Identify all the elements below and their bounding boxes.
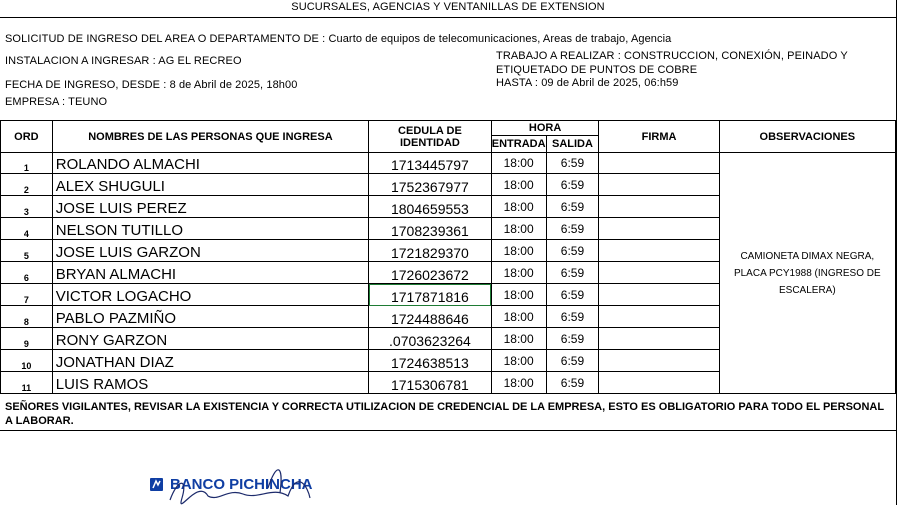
cell-entrada[interactable]: 18:00 [491, 372, 546, 394]
cell-firma[interactable] [599, 372, 719, 394]
document-title: SUCURSALES, AGENCIAS Y VENTANILLAS DE EXTENSION [291, 1, 605, 13]
cell-name[interactable]: ROLANDO ALMACHI [52, 153, 368, 174]
cell-ord[interactable]: 4 [1, 218, 53, 240]
cell-cedula[interactable]: 1752367977 [369, 174, 492, 196]
cell-ord[interactable]: 1 [1, 153, 53, 174]
vigilantes-notice: SEÑORES VIGILANTES, REVISAR LA EXISTENCIA Y CORRECTA UTILIZACION DE CREDENCIAL DE LA EMPRESA, ESTO ES OBLIGATORIO PARA TODO EL PERSONAL A LABORAR. [5, 401, 884, 427]
cell-cedula-selected[interactable]: 1717871816 [369, 284, 492, 306]
cell-ord[interactable]: 11 [1, 372, 53, 394]
cell-firma[interactable] [599, 328, 719, 350]
fecha-ingreso-line: FECHA DE INGRESO, DESDE : 8 de Abril de 2025, 18h00 [5, 79, 298, 91]
cell-ord[interactable]: 8 [1, 306, 53, 328]
header-ord: ORD [1, 121, 53, 153]
solicitud-line: SOLICITUD DE INGRESO DEL AREA O DEPARTAMENTO DE : Cuarto de equipos de telecomunicaciones, Areas de trabajo, Agencia [5, 33, 672, 45]
trabajo-line-2: ETIQUETADO DE PUNTOS DE COBRE [496, 64, 698, 76]
trabajo-line-1: TRABAJO A REALIZAR : CONSTRUCCION, CONEXIÓN, PEINADO Y [496, 50, 848, 62]
cell-name[interactable]: BRYAN ALMACHI [52, 262, 368, 284]
cell-cedula[interactable]: 1804659553 [369, 196, 492, 218]
cell-name[interactable]: LUIS RAMOS [52, 372, 368, 394]
table-body [1, 153, 896, 394]
cell-firma[interactable] [599, 262, 719, 284]
empresa-line: EMPRESA : TEUNO [5, 96, 108, 108]
cell-entrada[interactable]: 18:00 [491, 328, 546, 350]
cell-firma[interactable] [599, 240, 719, 262]
title-divider [0, 17, 896, 18]
cell-cedula[interactable]: 1721829370 [369, 240, 492, 262]
cell-cedula[interactable]: 1708239361 [369, 218, 492, 240]
header-hora: HORA [491, 121, 599, 136]
cell-firma[interactable] [599, 218, 719, 240]
header-entrada: ENTRADA [491, 136, 546, 153]
cell-entrada[interactable]: 18:00 [491, 174, 546, 196]
header-salida: SALIDA [546, 136, 599, 153]
cell-ord[interactable]: 9 [1, 328, 53, 350]
logo-text: BANCO PICHINCHA [170, 476, 313, 493]
cell-ord[interactable]: 7 [1, 284, 53, 306]
instalacion-line: INSTALACION A INGRESAR : AG EL RECREO [5, 55, 242, 67]
notice-bottom-divider [0, 430, 896, 431]
cell-entrada[interactable]: 18:00 [491, 350, 546, 372]
cell-firma[interactable] [599, 284, 719, 306]
header-nombres: NOMBRES DE LAS PERSONAS QUE INGRESA [52, 121, 368, 153]
header-cedula-line-1: CEDULA DE [398, 124, 462, 137]
cell-cedula[interactable]: 1724488646 [369, 306, 492, 328]
cell-salida[interactable]: 6:59 [546, 372, 599, 394]
cell-ord[interactable]: 6 [1, 262, 53, 284]
cell-name[interactable]: RONY GARZON [52, 328, 368, 350]
cell-firma[interactable] [599, 174, 719, 196]
cell-cedula[interactable]: 1713445797 [369, 153, 492, 174]
cell-salida[interactable]: 6:59 [546, 284, 599, 306]
cell-cedula[interactable]: .0703623264 [369, 328, 492, 350]
cell-entrada[interactable]: 18:00 [491, 284, 546, 306]
cell-salida[interactable]: 6:59 [546, 306, 599, 328]
cell-entrada[interactable]: 18:00 [491, 306, 546, 328]
cell-name[interactable]: VICTOR LOGACHO [52, 284, 368, 306]
cell-firma[interactable] [599, 306, 719, 328]
cell-cedula[interactable]: 1715306781 [369, 372, 492, 394]
header-cedula-line-2: IDENTIDAD [399, 136, 460, 149]
cell-name[interactable]: JOSE LUIS PEREZ [52, 196, 368, 218]
cell-firma[interactable] [599, 196, 719, 218]
banco-pichincha-logo [148, 458, 348, 505]
cell-entrada[interactable]: 18:00 [491, 218, 546, 240]
header-firma: FIRMA [599, 121, 719, 153]
personnel-table [0, 120, 896, 394]
cell-salida[interactable]: 6:59 [546, 350, 599, 372]
header-observaciones: OBSERVACIONES [719, 121, 895, 153]
cell-name[interactable]: JONATHAN DIAZ [52, 350, 368, 372]
cell-salida[interactable]: 6:59 [546, 153, 599, 174]
cell-ord[interactable]: 2 [1, 174, 53, 196]
cell-firma[interactable] [599, 153, 719, 174]
cell-entrada[interactable]: 18:00 [491, 262, 546, 284]
logo-square-icon [150, 478, 163, 491]
cell-observaciones[interactable]: CAMIONETA DIMAX NEGRA, PLACA PCY1988 (INGRESO DE ESCALERA) [719, 153, 895, 394]
cell-cedula[interactable]: 1726023672 [369, 262, 492, 284]
cell-salida[interactable]: 6:59 [546, 196, 599, 218]
table-row [1, 153, 896, 174]
cell-cedula[interactable]: 1724638513 [369, 350, 492, 372]
cell-salida[interactable]: 6:59 [546, 174, 599, 196]
cell-name[interactable]: PABLO PAZMIÑO [52, 306, 368, 328]
cell-entrada[interactable]: 18:00 [491, 196, 546, 218]
hasta-line: HASTA : 09 de Abril de 2025, 06:h59 [496, 77, 679, 89]
logo-graphic [148, 458, 348, 505]
cell-name[interactable]: ALEX SHUGULI [52, 174, 368, 196]
header-cedula [369, 121, 492, 153]
cell-entrada[interactable]: 18:00 [491, 153, 546, 174]
cell-ord[interactable]: 3 [1, 196, 53, 218]
cell-salida[interactable]: 6:59 [546, 218, 599, 240]
cell-ord[interactable]: 5 [1, 240, 53, 262]
cell-name[interactable]: NELSON TUTILLO [52, 218, 368, 240]
cell-firma[interactable] [599, 350, 719, 372]
cell-salida[interactable]: 6:59 [546, 328, 599, 350]
cell-salida[interactable]: 6:59 [546, 262, 599, 284]
cell-salida[interactable]: 6:59 [546, 240, 599, 262]
cell-ord[interactable]: 10 [1, 350, 53, 372]
cell-entrada[interactable]: 18:00 [491, 240, 546, 262]
cell-name[interactable]: JOSE LUIS GARZON [52, 240, 368, 262]
